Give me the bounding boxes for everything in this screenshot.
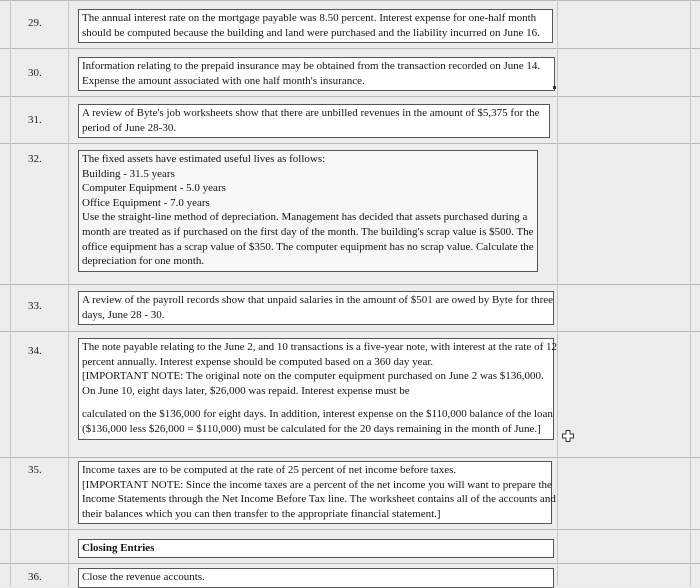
row-number: 33. [28,300,42,312]
cell-text-line: their balances which you can then transfer to the appropriate financial statement.] [82,507,441,520]
cell-text-line: The note payable relating to the June 2, and 10 transactions is a five-year note, with interest at the rate of 12 [82,341,557,353]
cell-text-line: On June 10, eight days later, $26,000 was repaid. Interest expense must be [82,384,410,397]
cell-text-line: Income Statements through the Net Income Before Tax line. The worksheet contains all of the accounts and [82,493,556,506]
cell-text-line: The fixed assets have estimated useful lives as follows: [82,153,326,165]
cell-text-line: percent annually. Interest expense should be computed based on a 360 day year. [82,355,434,368]
instruction-cell[interactable] [78,150,538,272]
grid-line [0,143,700,144]
row-number: 36. [28,571,42,583]
grid-line [0,529,700,530]
grid-line [0,96,700,97]
grid-line [0,48,700,49]
cell-text-line: Close the revenue accounts. [82,571,205,583]
cell-text-line: should be computed because the building and land were purchased and the liability incurred on June 16. [82,26,540,39]
cell-text-line: Information relating to the prepaid insurance may be obtained from the transaction recorded on June 14. [82,60,541,72]
grid-line [690,0,691,586]
row-number: 29. [28,17,42,29]
cell-text-line: A review of Byte's job worksheets show that there are unbilled revenues in the amount of $5,375 for the [82,107,540,119]
cell-text-line: [IMPORTANT NOTE: Since the income taxes are a percent of the net income you will want to prepare the [82,478,552,491]
cell-text-line: Computer Equipment - 5.0 years [82,182,226,195]
grid-line [557,0,558,586]
grid-line [10,0,11,586]
instruction-cell[interactable] [78,568,554,588]
cell-text-line: Use the straight-line method of depreciation. Management has decided that assets purchased during a [82,211,528,224]
grid-line [0,457,700,458]
grid-line [0,284,700,285]
section-heading-cell[interactable] [78,539,554,558]
instruction-cell[interactable] [78,338,557,440]
instruction-cell[interactable] [78,461,556,524]
instruction-cell[interactable] [78,291,554,325]
grid-line [0,563,700,564]
row-number: 35. [28,464,42,476]
cell-text-line: A review of the payroll records show that unpaid salaries in the amount of $501 are owed by Byte for three [82,294,554,306]
cell-text-line: Expense the amount associated with one half month's insurance. [82,74,365,87]
row-number: 34. [28,345,42,357]
grid-line [0,331,700,332]
cell-text-line: month are treated as if purchased on the first day of the month. The building's scrap value is $500. The [82,225,534,238]
instruction-cell[interactable] [78,57,555,91]
cell-text-line: ($136,000 less $26,000 = $110,000) must be calculated for the 20 days remaining in the month of June.] [82,422,541,435]
cell-text-line: days, June 28 - 30. [82,308,165,321]
grid-line [0,0,700,1]
cell-resize-handle[interactable] [553,86,556,89]
move-cross-icon [562,430,574,442]
grid-line [68,0,69,586]
cell-text-line: calculated on the $136,000 for eight days. In addition, interest expense on the $110,000 balance of the loan [82,408,553,421]
instruction-cell[interactable] [78,104,550,138]
cell-text-line: office equipment has a scrap value of $350. The computer equipment has no scrap value. Calculate the [82,240,534,253]
row-number: 31. [28,114,42,126]
cell-text-line: [IMPORTANT NOTE: The original note on the computer equipment purchased on June 2 was $136,000. [82,370,544,383]
row-number: 32. [28,153,42,165]
cell-text-line: period of June 28-30. [82,121,177,134]
cell-text-line: Income taxes are to be computed at the rate of 25 percent of net income before taxes. [82,464,457,476]
instruction-cell[interactable] [78,9,553,43]
section-heading: Closing Entries [82,542,155,554]
cell-text-line: Office Equipment - 7.0 years [82,196,210,209]
cell-spacer [82,398,549,407]
cell-text-line: Building - 31.5 years [82,167,175,180]
cell-text-line: The annual interest rate on the mortgage payable was 8.50 percent. Interest expense for one-half month [82,12,537,24]
row-number: 30. [28,67,42,79]
cell-text-line: depreciation for one month. [82,255,205,268]
